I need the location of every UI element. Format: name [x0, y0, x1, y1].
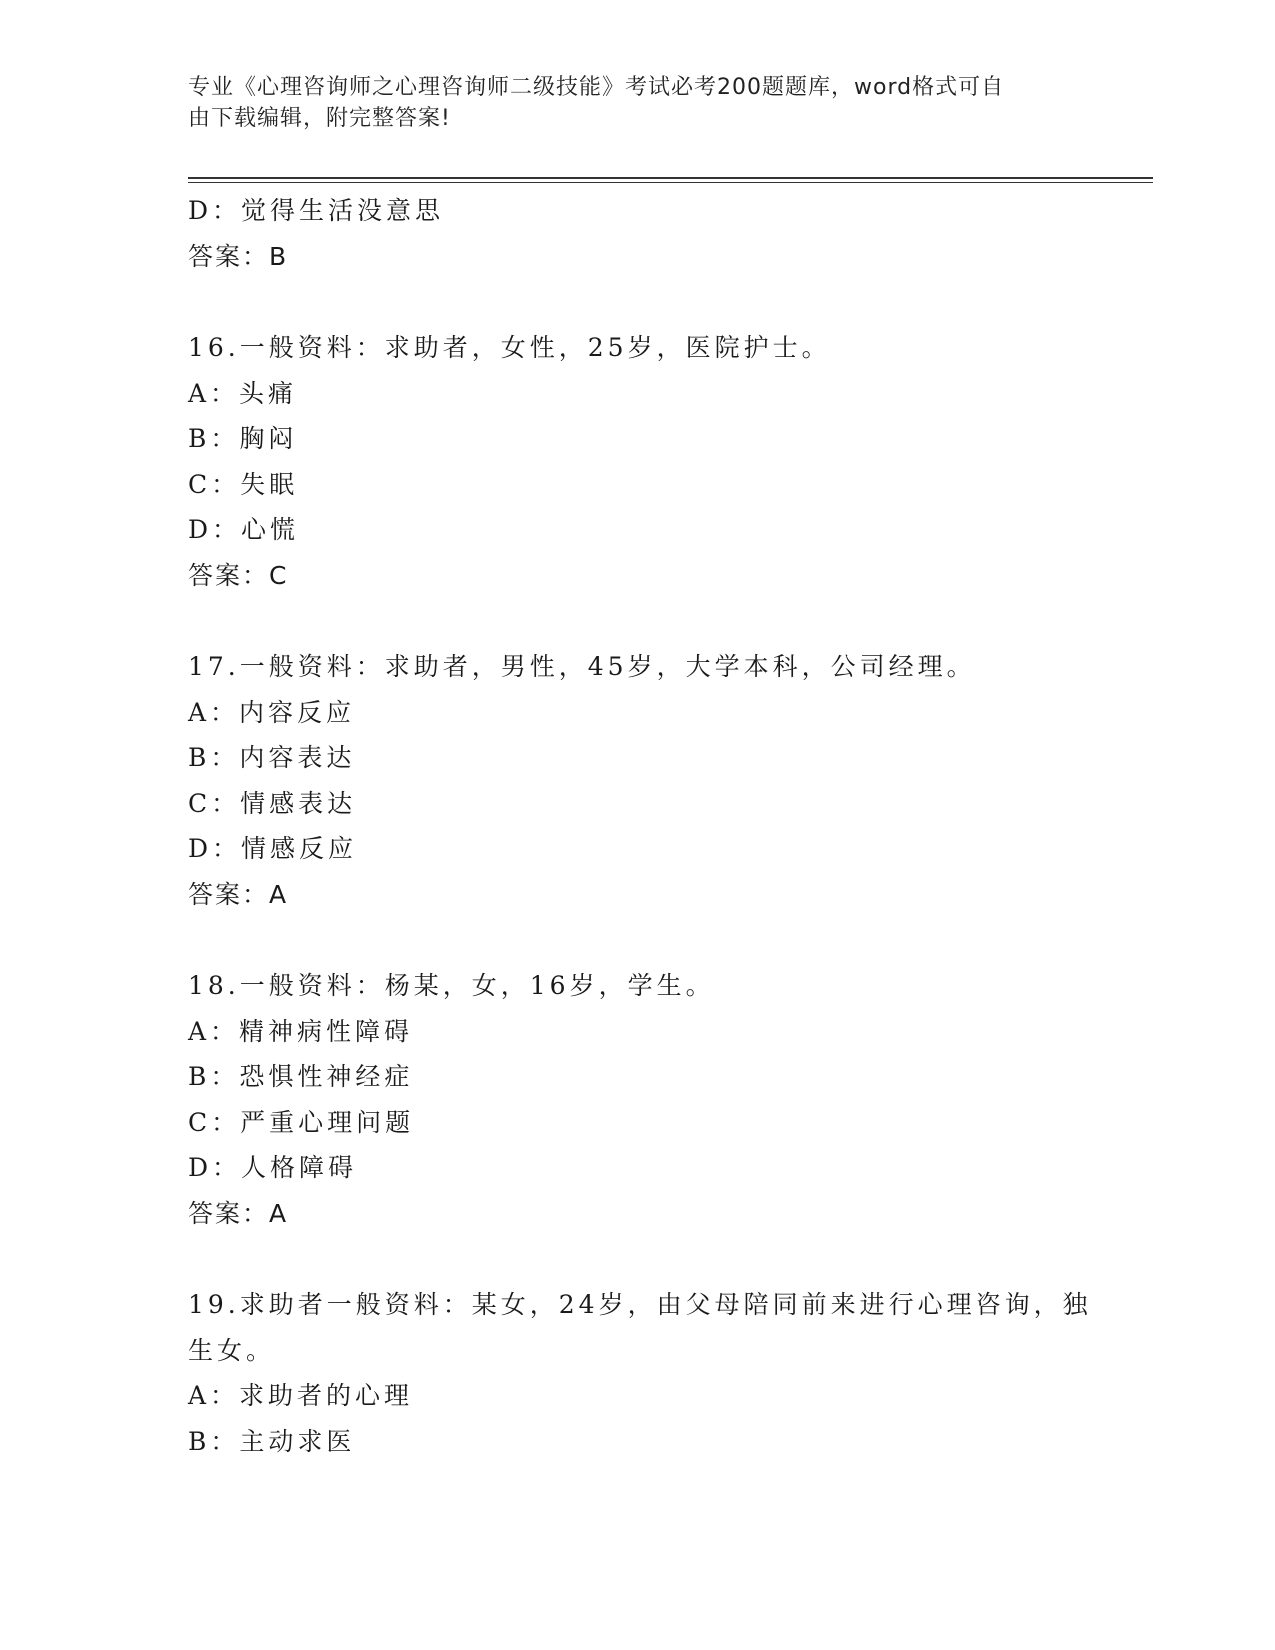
option-b: B：内容表达: [188, 743, 356, 772]
spacer: [188, 279, 1088, 325]
question-19: [188, 1282, 1092, 1464]
answer: 答案：A: [188, 879, 289, 909]
question-list: [188, 188, 1092, 1464]
option-b: B：主动求医: [188, 1426, 356, 1456]
option-a: A：求助者的心理: [188, 1381, 414, 1410]
header-rule-top: [188, 177, 1153, 179]
option-b: B：恐惧性神经症: [188, 1062, 414, 1091]
prev-option-d: D：觉得生活没意思: [188, 196, 445, 225]
question-17: [188, 644, 1088, 917]
option-a: A：精神病性障碍: [188, 1016, 414, 1046]
question-stem: 17.一般资料：求助者，男性，45岁，大学本科，公司经理。: [188, 652, 976, 681]
option-a: A：头痛: [188, 378, 298, 408]
header-line-1: 专业《心理咨询师之心理咨询师二级技能》考试必考200题题库，word格式可自: [188, 75, 1005, 100]
header-rule-bottom: [188, 182, 1153, 183]
option-d: D：情感反应: [188, 834, 358, 863]
option-d: D：心慌: [188, 515, 300, 544]
option-b: B：胸闷: [188, 424, 298, 453]
option-c: C：失眠: [188, 469, 299, 499]
question-18: [188, 963, 1088, 1236]
answer: 答案：A: [188, 1198, 289, 1228]
answer: 答案：C: [188, 560, 289, 590]
spacer: [188, 917, 1088, 963]
question-stem: 16.一般资料：求助者，女性，25岁，医院护士。: [188, 333, 831, 362]
question-16: [188, 325, 1088, 598]
option-c: C：情感表达: [188, 788, 357, 818]
question-stem: 18.一般资料：杨某，女，16岁，学生。: [188, 971, 715, 1000]
question-stem-line-1: 19.求助者一般资料：某女，24岁，由父母陪同前来进行心理咨询，独: [188, 1290, 1092, 1319]
spacer: [188, 598, 1088, 644]
option-d: D：人格障碍: [188, 1153, 358, 1182]
prev-answer: 答案：B: [188, 241, 289, 271]
header-line-2: 由下载编辑，附完整答案!: [188, 106, 451, 131]
option-c: C：严重心理问题: [188, 1107, 415, 1137]
option-a: A：内容反应: [188, 697, 356, 727]
document-header: [188, 72, 1068, 134]
spacer: [188, 1236, 1088, 1282]
question-stem-line-2: 生女。: [188, 1335, 276, 1365]
